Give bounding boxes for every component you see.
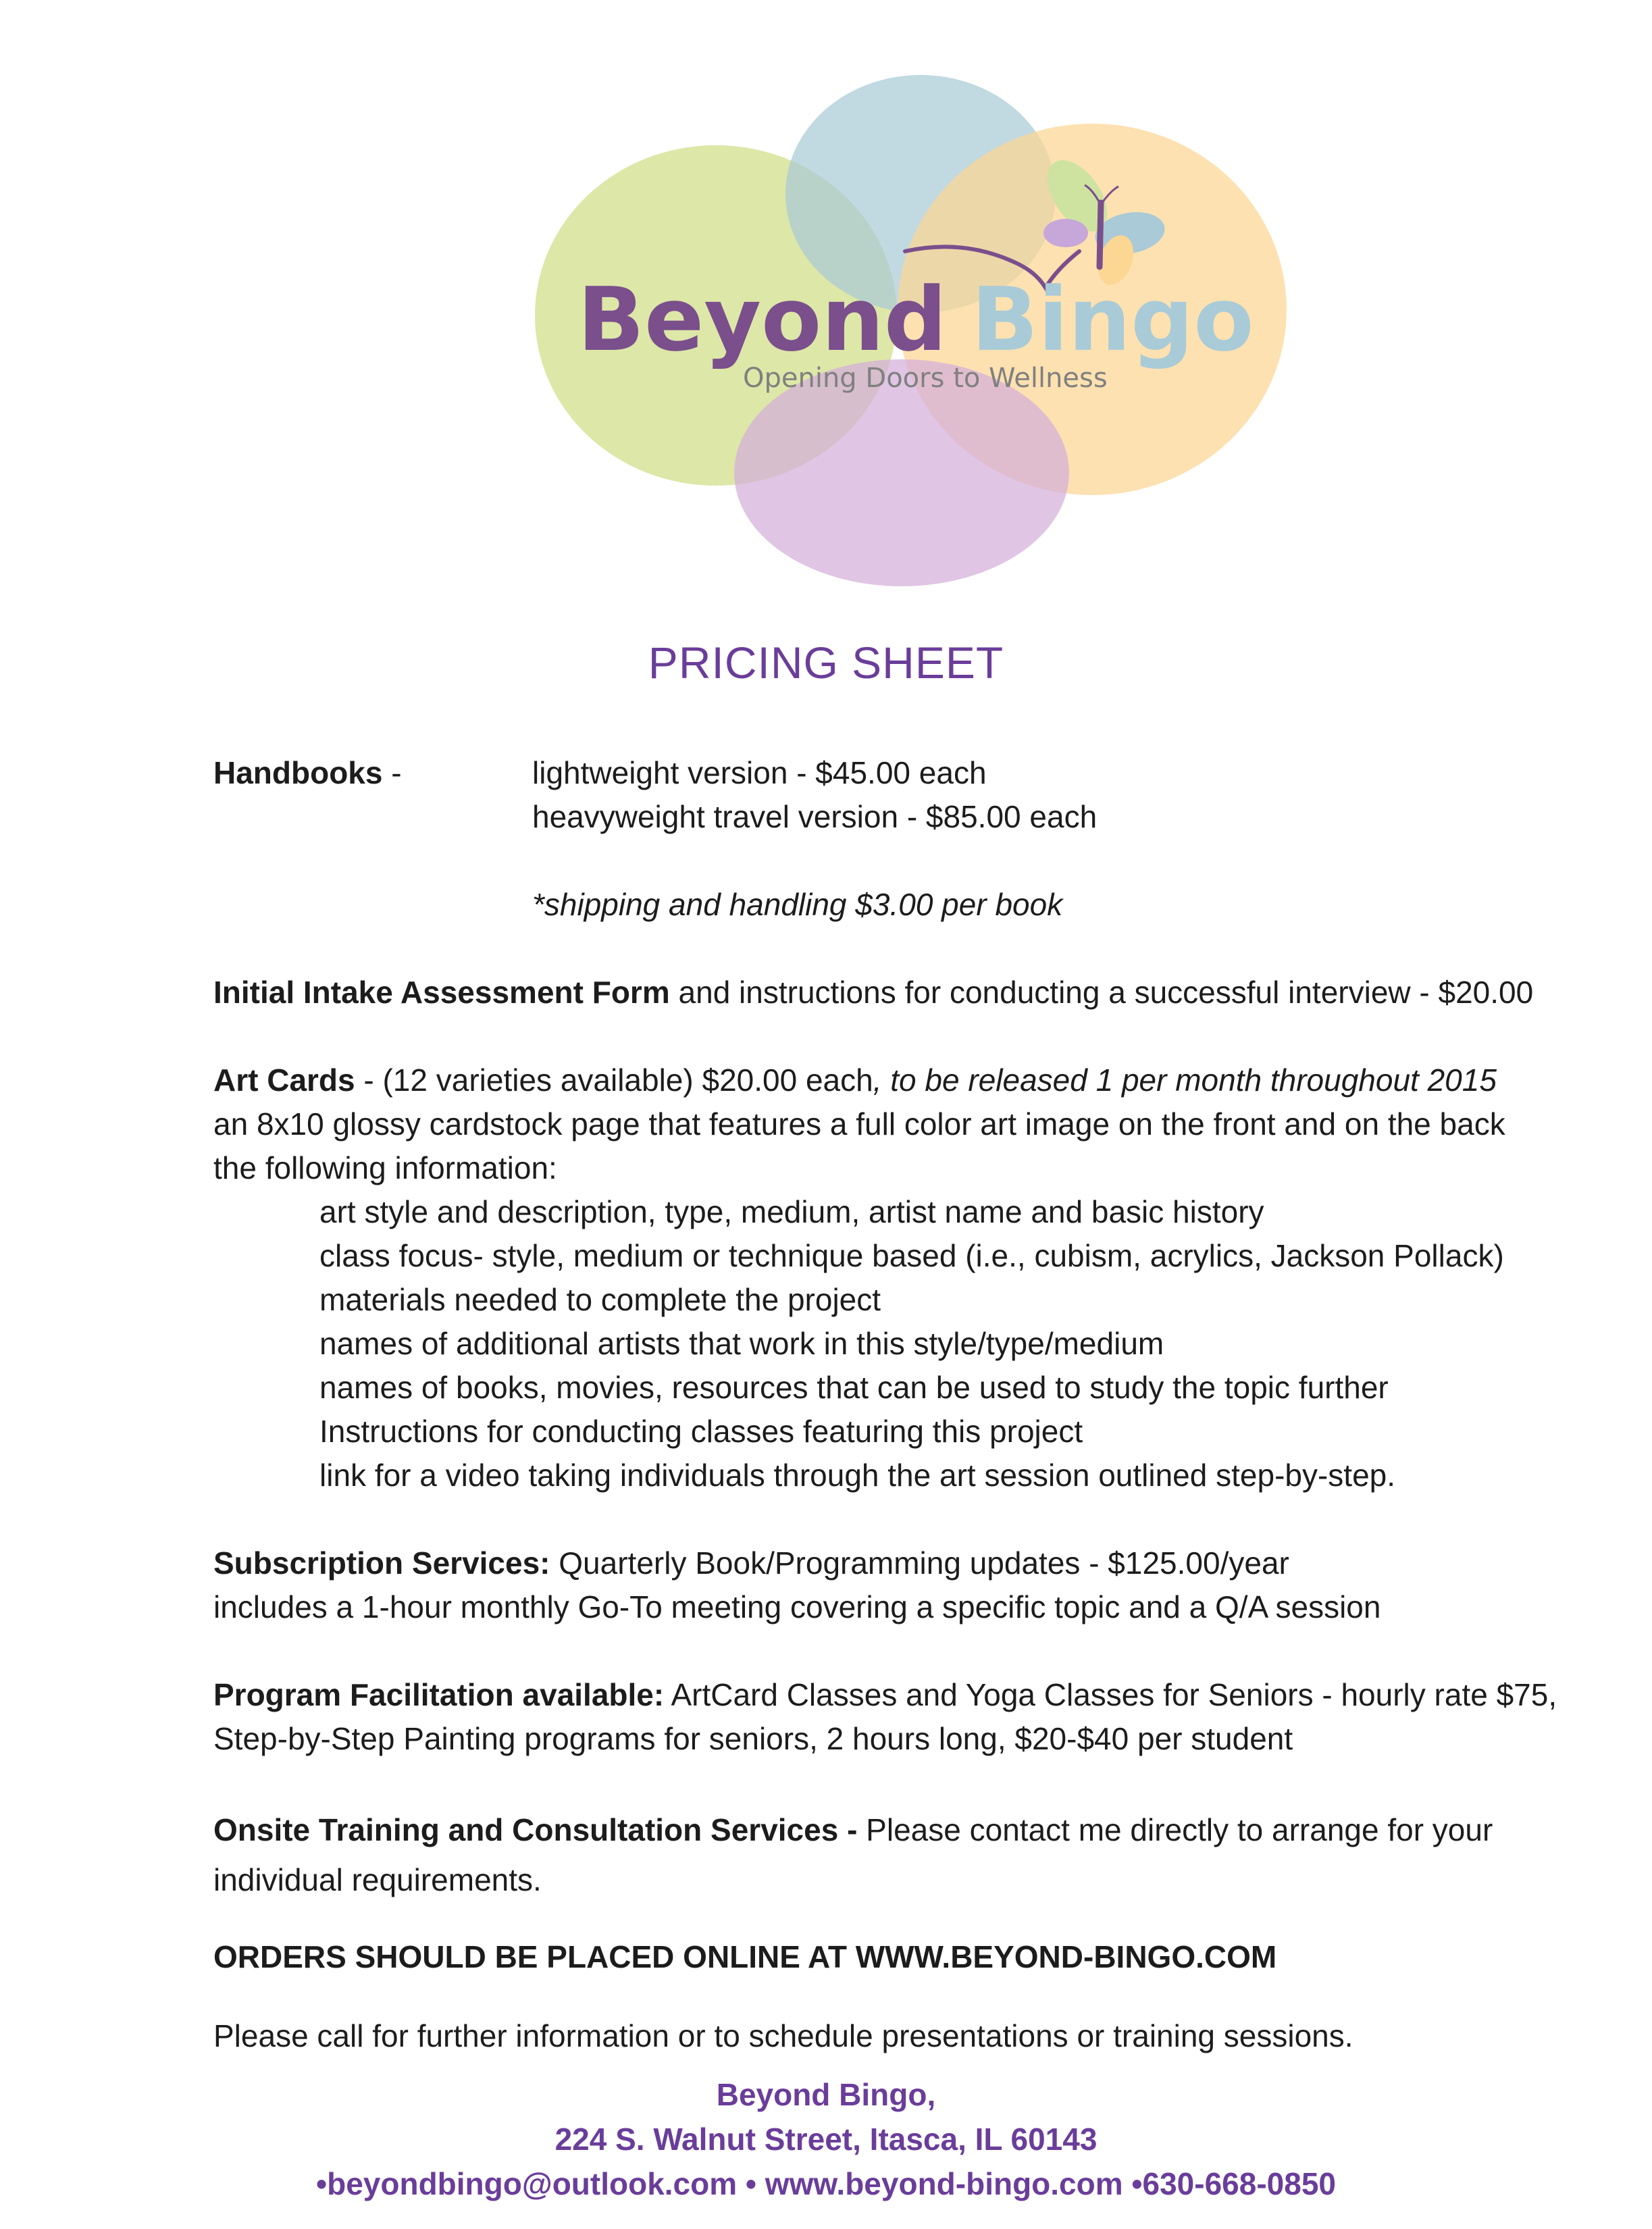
art-cards-item: class focus- style, medium or technique based (i.e., cubism, acrylics, Jackson Pollack) bbox=[319, 1238, 1504, 1273]
handbooks-dash: - bbox=[382, 755, 402, 790]
logo-brand-bingo: Bingo bbox=[971, 268, 1254, 371]
footer bbox=[0, 2072, 1652, 2206]
intake-label: Initial Intake Assessment Form bbox=[213, 975, 670, 1010]
facilitation-line2: Step-by-Step Painting programs for seniors, 2 hours long, $20-$40 per student bbox=[213, 1721, 1293, 1756]
art-cards-line3: the following information: bbox=[213, 1150, 557, 1185]
handbooks-row bbox=[213, 751, 1605, 795]
subscription-line2: includes a 1-hour monthly Go-To meeting covering a specific topic and a Q/A session bbox=[213, 1589, 1381, 1624]
art-cards-item: Instructions for conducting classes featuring this project bbox=[319, 1414, 1083, 1449]
art-cards-text: - (12 varieties available) $20.00 each bbox=[355, 1062, 873, 1098]
logo-brand-beyond: Beyond bbox=[577, 268, 947, 371]
art-cards-item: art style and description, type, medium, artist name and basic history bbox=[319, 1194, 1264, 1229]
art-cards-item: names of additional artists that work in this style/type/medium bbox=[319, 1326, 1164, 1361]
art-cards-label: Art Cards bbox=[213, 1062, 355, 1098]
facilitation-label: Program Facilitation available: bbox=[213, 1677, 665, 1712]
handbooks-line1: lightweight version - $45.00 each bbox=[532, 755, 987, 790]
page-title: PRICING SHEET bbox=[648, 638, 1004, 688]
subscription-label: Subscription Services: bbox=[213, 1545, 550, 1581]
footer-contact: •beyondbingo@outlook.com • www.beyond-bingo.com •630-668-0850 bbox=[316, 2166, 1336, 2201]
beyond-bingo-logo bbox=[527, 74, 1297, 588]
onsite-label: Onsite Training and Consultation Services - bbox=[213, 1812, 858, 1847]
art-cards-item: names of books, movies, resources that can be used to study the topic further bbox=[319, 1370, 1389, 1405]
art-cards-line2: an 8x10 glossy cardstock page that features a full color art image on the front and on the back bbox=[213, 1106, 1505, 1142]
handbooks-line2: heavyweight travel version - $85.00 each bbox=[532, 799, 1098, 834]
orders-notice: ORDERS SHOULD BE PLACED ONLINE AT WWW.BEYOND-BINGO.COM bbox=[213, 1939, 1277, 1974]
intake-row bbox=[213, 971, 1605, 1015]
handbooks-shipping-note: *shipping and handling $3.00 per book bbox=[532, 887, 1063, 922]
art-cards-item: materials needed to complete the project bbox=[319, 1282, 881, 1317]
intake-text: and instructions for conducting a successful interview - $20.00 bbox=[669, 975, 1534, 1010]
facilitation-row bbox=[213, 1673, 1605, 1717]
art-cards-release-note: , to be released 1 per month throughout 2015 bbox=[873, 1062, 1497, 1098]
facilitation-text: ArtCard Classes and Yoga Classes for Seniors - hourly rate $75, bbox=[664, 1677, 1557, 1712]
art-cards-item: link for a video taking individuals through the art session outlined step-by-step. bbox=[319, 1458, 1396, 1493]
subscription-row bbox=[213, 1541, 1605, 1585]
onsite-row bbox=[213, 1805, 1605, 1855]
subscription-text: Quarterly Book/Programming updates - $125.00/year bbox=[550, 1545, 1289, 1581]
art-cards-row bbox=[213, 1058, 1605, 1102]
onsite-text: Please contact me directly to arrange for your bbox=[857, 1812, 1493, 1847]
onsite-line2: individual requirements. bbox=[213, 1862, 542, 1897]
pricing-list bbox=[213, 751, 1605, 2058]
handbooks-label: Handbooks bbox=[213, 755, 383, 790]
call-notice: Please call for further information or to schedule presentations or training sessions. bbox=[213, 2018, 1353, 2053]
logo-tagline: Opening Doors to Wellness bbox=[743, 363, 1108, 394]
footer-address: 224 S. Walnut Street, Itasca, IL 60143 bbox=[554, 2122, 1098, 2157]
footer-name: Beyond Bingo, bbox=[716, 2077, 936, 2112]
